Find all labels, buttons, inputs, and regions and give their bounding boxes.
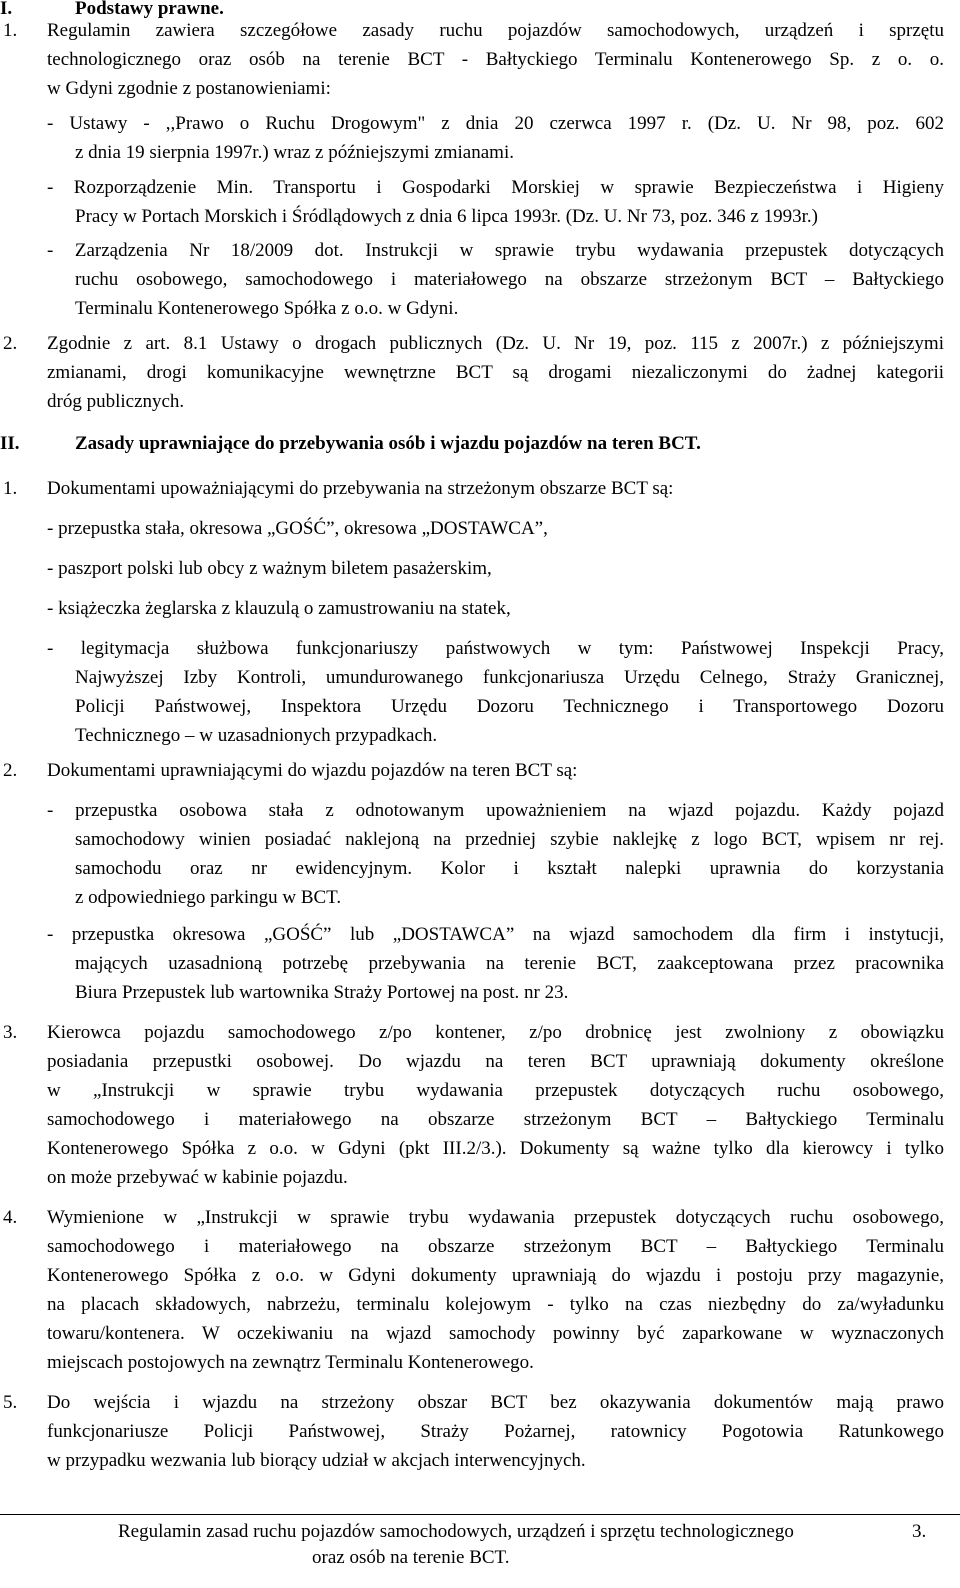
section-2-heading: Zasady uprawniające do przebywania osób i wjazdu pojazdów na teren BCT. [75,433,701,454]
s2-p3-line: on może przebywać w kabinie pojazdu. [47,1167,348,1188]
s2-p5-line: funkcjonariusze Policji Państwowej, Straży Pożarnej, ratownicy Pogotowia Ratunkowego [47,1421,944,1442]
s2-list-item: - przepustka okresowa „GOŚĆ” lub „DOSTAWCA” na wjazd samochodem dla firm i instytucji, [47,924,944,945]
s1-list-item-cont: z dnia 19 sierpnia 1997r.) wraz z późniejszymi zmianami. [75,142,514,163]
s1-p2-number: 2. [3,333,18,354]
s2-p3-line: samochodowego i materiałowego na obszarze strzeżonym BCT – Bałtyckiego Terminalu [47,1109,944,1130]
s2-list-item-cont: Najwyższej Izby Kontroli, umundurowanego funkcjonariusza Urzędu Celnego, Straży Granicznej, [75,667,944,688]
s2-list-item-cont: samochodowy winien posiadać naklejoną na przedniej szybie naklejkę z logo BCT, wpisem nr rej. [75,829,944,850]
s2-p4-line: miejscach postojowych na zewnątrz Terminalu Kontenerowego. [47,1352,534,1373]
s2-list-item-cont: Policji Państwowej, Inspektora Urzędu Dozoru Technicznego i Transportowego Dozoru [75,696,944,717]
s1-p2-line: zmianami, drogi komunikacyjne wewnętrzne BCT są drogami niezaliczonymi do żadnej kategorii [47,362,944,383]
s2-list-item-cont: Biura Przepustek lub wartownika Straży Portowej na post. nr 23. [75,982,569,1003]
s1-list-item-cont: Pracy w Portach Morskich i Śródlądowych z dnia 6 lipca 1993r. (Dz. U. Nr 73, poz. 346 z 1993r.) [75,206,818,227]
s2-p4-line: na placach składowych, nabrzeżu, terminalu kolejowym - tylko na czas niezbędny do za/wyładunku [47,1294,944,1315]
s2-p4-line: Kontenerowego Spółka z o.o. w Gdyni dokumenty uprawniają do wjazdu i postoju przy magazynie, [47,1265,944,1286]
s1-list-item: - Rozporządzenie Min. Transportu i Gospodarki Morskiej w sprawie Bezpieczeństwa i Higieny [47,177,944,198]
s2-p1-number: 1. [3,478,18,499]
s1-list-item-cont: Terminalu Kontenerowego Spółka z o.o. w Gdyni. [75,298,459,319]
s2-list-item: - przepustka stała, okresowa „GOŚĆ”, okresowa „DOSTAWCA”, [47,518,548,539]
s2-p5-line: w przypadku wezwania lub biorący udział w akcjach interwencyjnych. [47,1450,586,1471]
s2-p3-line: Kierowca pojazdu samochodowego z/po kontener, z/po drobnicę jest zwolniony z obowiązku [47,1022,944,1043]
s2-p5-line: Do wejścia i wjazdu na strzeżony obszar BCT bez okazywania dokumentów mają prawo [47,1392,944,1413]
page-number: 3. [912,1521,927,1542]
s2-p3-number: 3. [3,1022,18,1043]
s2-p2-number: 2. [3,760,18,781]
footer-rule [0,1514,960,1515]
s2-p3-line: w „Instrukcji w sprawie trybu wydawania przepustek dotyczących ruchu osobowego, [47,1080,944,1101]
s1-p2-line: dróg publicznych. [47,391,185,412]
s2-list-item-cont: samochodu oraz nr ewidencyjnym. Kolor i kształt nalepki uprawnia do korzystania [75,858,944,879]
s2-list-item-cont: z odpowiedniego parkingu w BCT. [75,887,342,908]
s1-list-item: - Ustawy - ,,Prawo o Ruchu Drogowym" z dnia 20 czerwca 1997 r. (Dz. U. Nr 98, poz. 602 [47,113,944,134]
s2-p3-line: posiadania przepustki osobowej. Do wjazdu na teren BCT uprawniają dokumenty określone [47,1051,944,1072]
s2-list-item-cont: mających uzasadnioną potrzebę przebywania na terenie BCT, zaakceptowana przez pracownika [75,953,944,974]
s2-list-item-cont: Technicznego – w uzasadnionych przypadkach. [75,725,438,746]
s2-p4-line: samochodowego i materiałowego na obszarze strzeżonym BCT – Bałtyckiego Terminalu [47,1236,944,1257]
s2-list-item: - przepustka osobowa stała z odnotowanym upoważnieniem na wjazd pojazdu. Każdy pojazd [47,800,944,821]
s2-p1-intro: Dokumentami upoważniającymi do przebywania na strzeżonym obszarze BCT są: [47,478,674,499]
s1-p2-line: Zgodnie z art. 8.1 Ustawy o drogach publicznych (Dz. U. Nr 19, poz. 115 z 2007r.) z późniejszymi [47,333,944,354]
s1-p1-line: w Gdyni zgodnie z postanowieniami: [47,78,331,99]
s2-list-item: - paszport polski lub obcy z ważnym biletem pasażerskim, [47,558,492,579]
s2-p2-intro: Dokumentami uprawniającymi do wjazdu pojazdów na teren BCT są: [47,760,578,781]
section-1-heading: Podstawy prawne. [75,0,224,19]
s2-p4-line: Wymienione w „Instrukcji w sprawie trybu wydawania przepustek dotyczących ruchu osobowego, [47,1207,944,1228]
section-2-numeral: II. [0,433,20,454]
s1-p1-line: technologicznego oraz osób na terenie BCT - Bałtyckiego Terminalu Kontenerowego Sp. z o. o. [47,49,944,70]
section-1-numeral: I. [0,0,13,19]
s2-list-item: - książeczka żeglarska z klauzulą o zamustrowaniu na statek, [47,598,511,619]
s2-list-item: - legitymacja służbowa funkcjonariuszy państwowych w tym: Państwowej Inspekcji Pracy, [47,638,944,659]
footer-title-line2: oraz osób na terenie BCT. [312,1547,510,1568]
s2-p3-line: Kontenerowego Spółka z o.o. w Gdyni (pkt III.2/3.). Dokumenty są ważne tylko dla kierowcy i tylko [47,1138,944,1159]
s2-p5-number: 5. [3,1392,18,1413]
s1-p1-number: 1. [3,20,18,41]
s2-p4-line: towaru/kontenera. W oczekiwaniu na wjazd samochody powinny być zaparkowane w wyznaczonych [47,1323,944,1344]
s1-list-item: - Zarządzenia Nr 18/2009 dot. Instrukcji w sprawie trybu wydawania przepustek dotyczących [47,240,944,261]
s1-list-item-cont: ruchu osobowego, samochodowego i materiałowego na obszarze strzeżonym BCT – Bałtyckiego [75,269,944,290]
s2-p4-number: 4. [3,1207,18,1228]
footer-title-line1: Regulamin zasad ruchu pojazdów samochodowych, urządzeń i sprzętu technologicznego [118,1521,794,1542]
s1-p1-line: Regulamin zawiera szczegółowe zasady ruchu pojazdów samochodowych, urządzeń i sprzętu [47,20,944,41]
